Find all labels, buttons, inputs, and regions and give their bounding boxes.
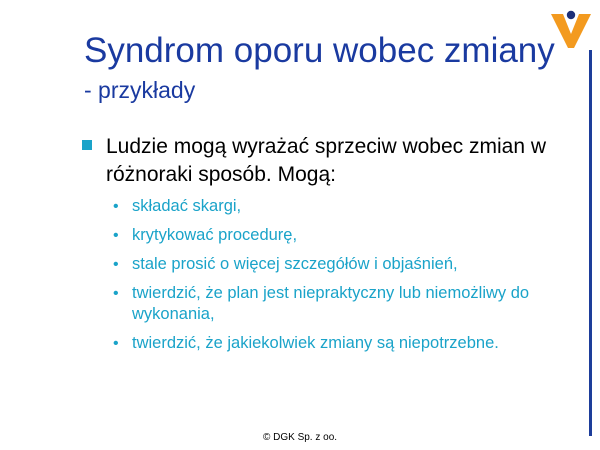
list-item xyxy=(110,254,588,275)
list-item-text: twierdzić, że jakiekolwiek zmiany są niepotrzebne. xyxy=(132,334,499,352)
slide-title: Syndrom oporu wobec zmiany xyxy=(84,31,555,70)
slide-subtitle: - przykłady xyxy=(84,77,196,103)
list-item-text: stale prosić o więcej szczegółów i objaśnień, xyxy=(132,255,458,273)
vertical-rule xyxy=(589,50,592,436)
sub-point-list xyxy=(110,196,588,362)
main-point-text: Ludzie mogą wyrażać sprzeciw wobec zmian w różnoraki sposób. Mogą: xyxy=(106,135,547,186)
list-item-text: składać skargi, xyxy=(132,197,242,215)
dot-bullet-icon: • xyxy=(113,198,119,215)
list-item-text: krytykować procedurę, xyxy=(132,226,298,244)
slide-footer: © DGK Sp. z oo. xyxy=(262,432,338,443)
square-bullet-icon xyxy=(82,140,92,150)
dot-bullet-icon: • xyxy=(113,335,119,352)
list-item-text: twierdzić, że plan jest niepraktyczny lub niemożliwy do wykonania, xyxy=(132,284,530,323)
list-item xyxy=(110,196,588,217)
dot-bullet-icon: • xyxy=(113,285,119,302)
dot-bullet-icon: • xyxy=(113,256,119,273)
dot-bullet-icon: • xyxy=(113,227,119,244)
list-item xyxy=(110,283,532,325)
list-item xyxy=(110,225,588,246)
list-item xyxy=(110,333,588,354)
